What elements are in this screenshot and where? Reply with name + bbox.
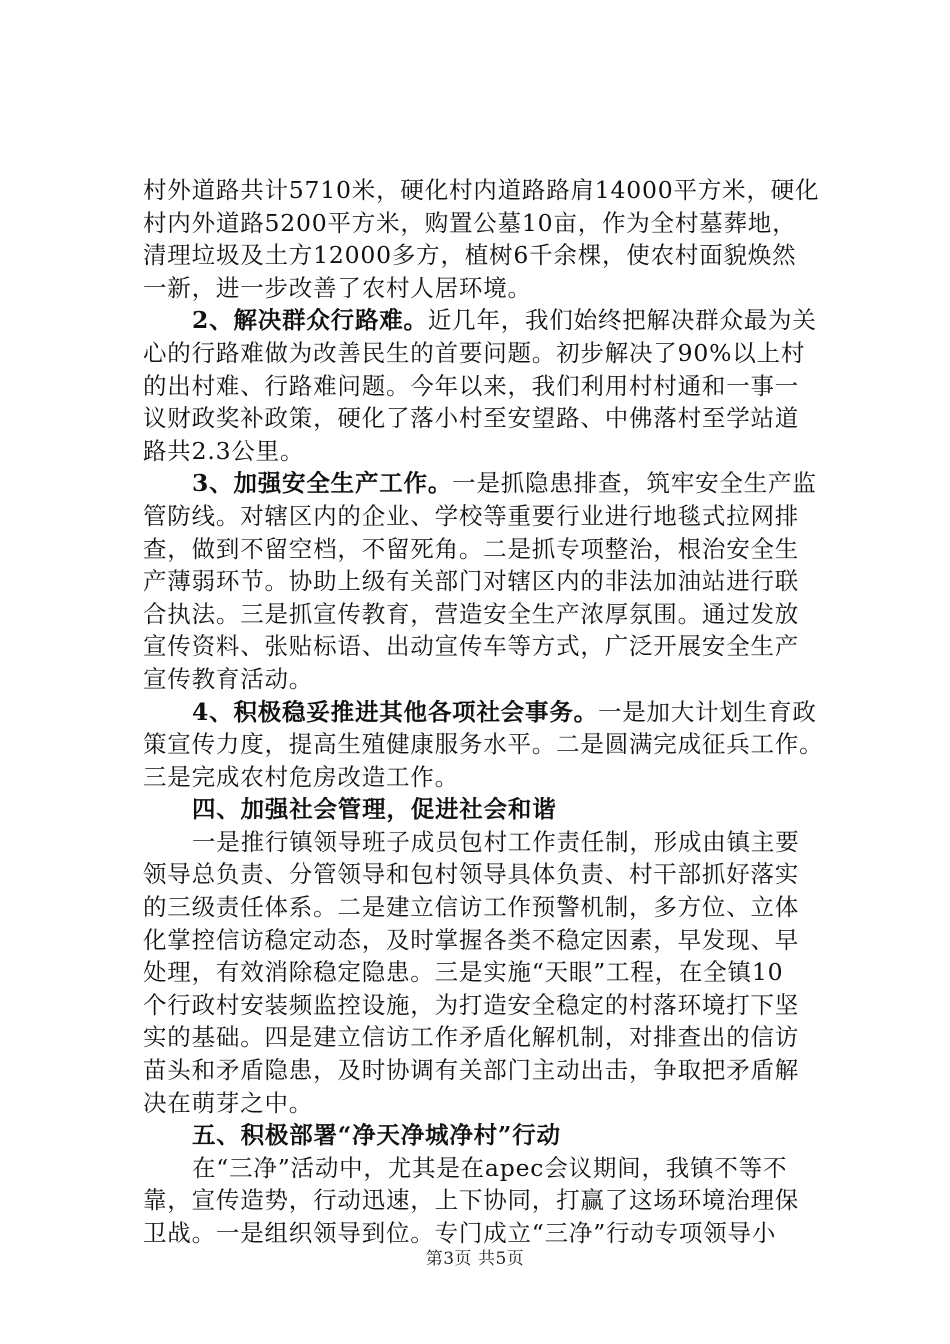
body-line: 卫战。一是组织领导到位。专门成立“三净”行动专项领导小 (143, 1219, 777, 1247)
body-line: 村内外道路5200平方米，购置公墓10亩，作为全村墓葬地， (143, 208, 797, 237)
body-line: 心的行路难做为改善民生的首要问题。初步解决了90%以上村 (143, 338, 806, 367)
body-line: 一新，进一步改善了农村人居环境。 (143, 273, 532, 302)
paragraph-heading: 3、加强安全生产工作。 (192, 469, 453, 498)
body-text: 近几年，我们始终把解决群众最为关 (427, 306, 817, 335)
body-line: 的三级责任体系。二是建立信访工作预警机制，多方位、立体 (143, 893, 800, 922)
body-line: 靠，宣传造势，行动迅速，上下协同，打赢了这场环境治理保 (143, 1186, 800, 1215)
body-text: 一是抓隐患排查，筑牢安全生产监 (452, 469, 817, 498)
document-body (143, 174, 833, 1250)
body-line: 策宣传力度，提高生殖健康服务水平。二是圆满完成征兵工作。 (143, 730, 824, 759)
body-line: 宣传资料、张贴标语、出动宣传车等方式，广泛开展安全生产 (143, 632, 800, 661)
paragraph-first-line (143, 304, 833, 337)
body-line: 宣传教育活动。 (143, 664, 314, 693)
body-line: 议财政奖补政策，硬化了落小村至安望路、中佛落村至学站道 (143, 404, 800, 433)
body-line: 处理，有效消除稳定隐患。三是实施“天眼”工程，在全镇10 (143, 958, 784, 987)
page-footer: 第3页 共5页 (425, 1249, 525, 1269)
body-line: 合执法。三是抓宣传教育，营造安全生产浓厚氛围。通过发放 (143, 599, 800, 628)
paragraph-heading: 4、积极稳妥推进其他各项社会事务。 (192, 697, 598, 726)
section-heading: 四、加强社会管理，促进社会和谐 (192, 795, 557, 824)
body-line: 三是完成农村危房改造工作。 (143, 762, 459, 791)
paragraph-first-line (143, 467, 833, 500)
body-line: 苗头和矛盾隐患，及时协调有关部门主动出击，争取把矛盾解 (143, 1056, 800, 1085)
paragraph-heading: 2、解决群众行路难。 (192, 306, 428, 335)
paragraph-first-line (143, 696, 833, 729)
body-line: 实的基础。四是建立信访工作矛盾化解机制，对排查出的信访 (143, 1023, 800, 1052)
body-line: 村外道路共计5710米，硬化村内道路路肩14000平方米，硬化 (143, 176, 820, 204)
body-line: 产薄弱环节。协助上级有关部门对辖区内的非法加油站进行联 (143, 567, 800, 596)
body-line: 化掌控信访稳定动态，及时掌握各类不稳定因素，早发现、早 (143, 925, 800, 954)
body-line: 查，做到不留空档，不留死角。二是抓专项整治，根治安全生 (143, 534, 800, 563)
body-text: 一是加大计划生育政 (597, 697, 817, 726)
body-line: 在“三净”活动中，尤其是在apec会议期间，我镇不等不 (192, 1153, 788, 1182)
body-line: 一是推行镇领导班子成员包村工作责任制，形成由镇主要 (192, 827, 800, 856)
body-line: 管防线。对辖区内的企业、学校等重要行业进行地毯式拉网排 (143, 501, 800, 530)
body-line: 的出村难、行路难问题。今年以来，我们利用村村通和一事一 (143, 371, 800, 400)
body-line: 清理垃圾及土方12000多方，植树6千余棵，使农村面貌焕然 (143, 241, 797, 270)
section-heading: 五、积极部署“净天净城净村”行动 (192, 1121, 561, 1150)
body-line: 个行政村安装频监控设施，为打造安全稳定的村落环境打下坚 (143, 990, 800, 1019)
body-line: 路共2.3公里。 (143, 436, 305, 465)
body-line: 领导总负责、分管领导和包村领导具体负责、村干部抓好落实 (143, 860, 800, 889)
body-line: 决在萌芽之中。 (143, 1088, 314, 1117)
